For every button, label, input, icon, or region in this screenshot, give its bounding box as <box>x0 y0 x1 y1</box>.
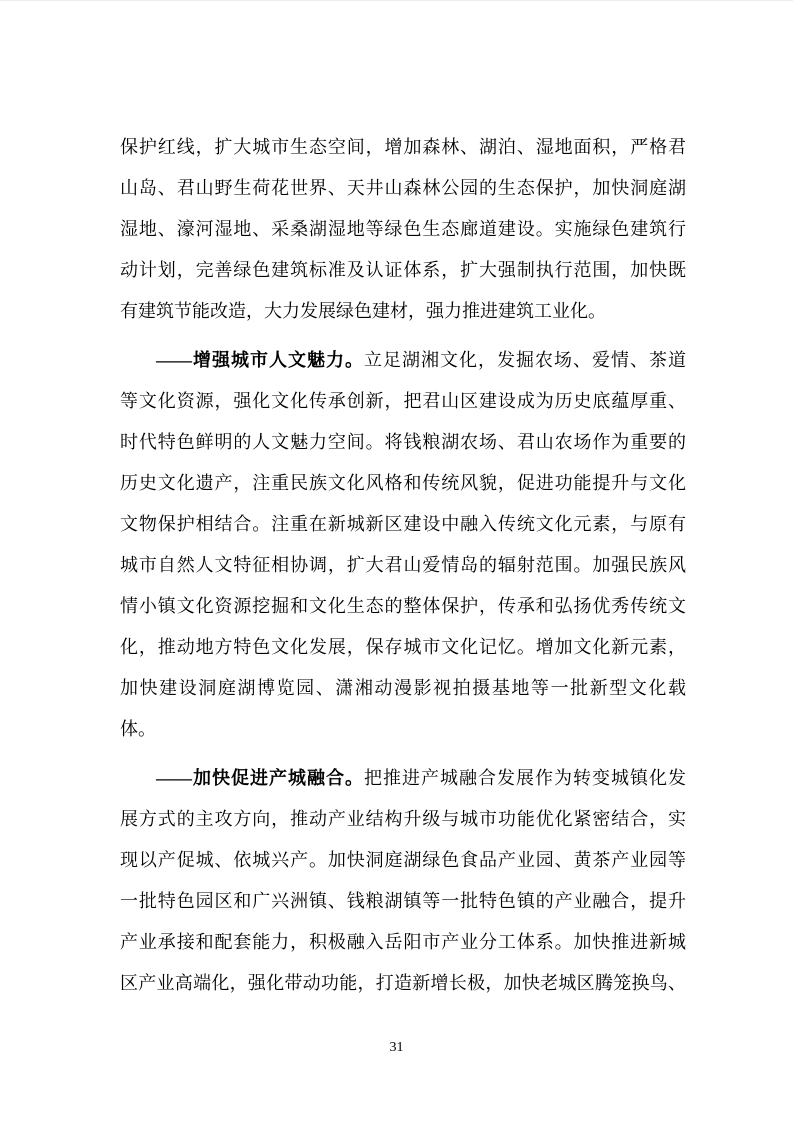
text-segment: 情小镇文化资源挖掘和文化生态的整体保护，传承和弘扬优秀传统文 <box>120 596 686 616</box>
text-segment: 保护红线，扩大城市生态空间，增加森林、湖泊、湿地面积，严格君 <box>120 137 686 157</box>
text-segment: 动计划，完善绿色建筑标准及认证体系，扩大强制执行范围，加快既 <box>120 260 686 280</box>
text-segment: 把推进产城融合发展作为转变城镇化发 <box>364 768 686 788</box>
text-segment: 现以产促城、依城兴产。加快洞庭湖绿色食品产业园、黄茶产业园等 <box>120 850 686 870</box>
text-line <box>120 668 686 709</box>
text-line <box>120 963 686 1004</box>
text-line <box>120 627 686 668</box>
text-line <box>120 463 686 504</box>
text-segment: 加快建设洞庭湖博览园、潇湘动漫影视拍摄基地等一批新型文化载 <box>120 678 686 698</box>
paragraph <box>120 758 686 1004</box>
text-line <box>120 168 686 209</box>
document-body <box>120 127 686 1004</box>
text-segment: 区产业高端化，强化带动功能，打造新增长极，加快老城区腾笼换鸟、 <box>120 973 686 993</box>
text-segment: 城市自然人文特征相协调，扩大君山爱情岛的辐射范围。加强民族风 <box>120 555 686 575</box>
text-line <box>120 709 686 750</box>
text-line <box>120 840 686 881</box>
text-line <box>120 586 686 627</box>
text-line <box>120 422 686 463</box>
text-segment: 化，推动地方特色文化发展，保存城市文化记忆。增加文化新元素， <box>120 637 686 657</box>
text-line <box>120 291 686 332</box>
paragraph <box>120 340 686 750</box>
text-segment: 文物保护相结合。注重在新城新区建设中融入传统文化元素，与原有 <box>120 514 686 534</box>
text-segment: 展方式的主攻方向，推动产业结构升级与城市功能优化紧密结合，实 <box>120 809 686 829</box>
text-line <box>120 758 686 799</box>
text-segment: 产业承接和配套能力，积极融入岳阳市产业分工体系。加快推进新城 <box>120 932 686 952</box>
text-line <box>120 250 686 291</box>
text-line <box>120 799 686 840</box>
text-segment: 湿地、濠河湿地、采桑湖湿地等绿色生态廊道建设。实施绿色建筑行 <box>120 219 686 239</box>
page-number: 31 <box>389 1040 404 1055</box>
text-segment: 体。 <box>120 719 156 739</box>
bold-text-segment: ——增强城市人文魅力。 <box>156 350 364 370</box>
bold-text-segment: ——加快促进产城融合。 <box>156 768 364 788</box>
text-line <box>120 340 686 381</box>
text-line <box>120 209 686 250</box>
text-line <box>120 881 686 922</box>
text-segment: 等文化资源，强化文化传承创新，把君山区建设成为历史底蕴厚重、 <box>120 391 686 411</box>
text-segment: 有建筑节能改造，大力发展绿色建材，强力推进建筑工业化。 <box>120 301 606 321</box>
text-line <box>120 381 686 422</box>
text-segment: 一批特色园区和广兴洲镇、钱粮湖镇等一批特色镇的产业融合，提升 <box>120 891 686 911</box>
text-segment: 山岛、君山野生荷花世界、天井山森林公园的生态保护，加快洞庭湖 <box>120 178 686 198</box>
text-segment: 历史文化遗产，注重民族文化风格和传统风貌，促进功能提升与文化 <box>120 473 686 493</box>
text-line <box>120 545 686 586</box>
text-line <box>120 127 686 168</box>
text-line <box>120 922 686 963</box>
text-line <box>120 504 686 545</box>
text-segment: 立足湖湘文化，发掘农场、爱情、茶道 <box>364 350 686 370</box>
paragraph <box>120 127 686 332</box>
text-segment: 时代特色鲜明的人文魅力空间。将钱粮湖农场、君山农场作为重要的 <box>120 432 686 452</box>
